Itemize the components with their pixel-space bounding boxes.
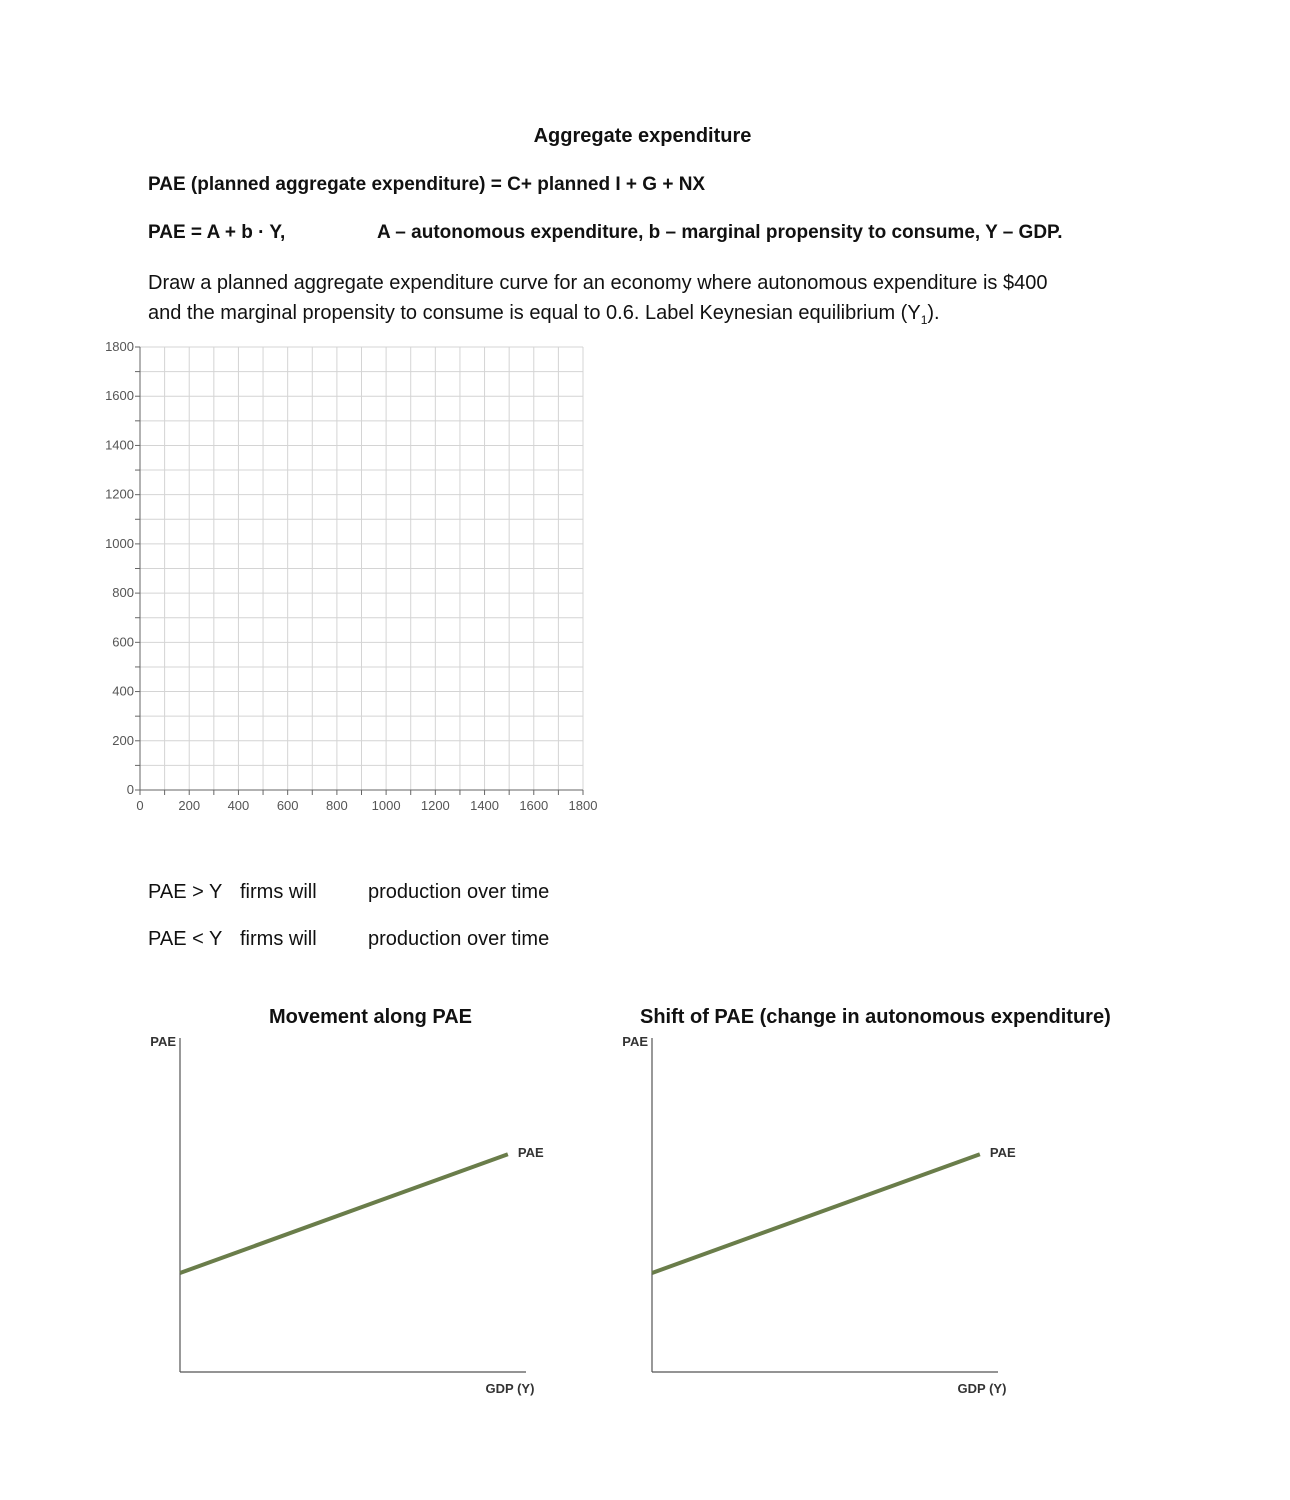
- fill-mid-2: firms will: [240, 928, 317, 950]
- page-title: Aggregate expenditure: [533, 125, 752, 147]
- instruction-line-2: and the marginal propensity to consume is equal to 0.6. Label Keynesian equilibrium $(Y_1)$.: [148, 302, 940, 327]
- pae-line: [180, 1154, 508, 1273]
- y-tick-label: 1200: [105, 486, 134, 502]
- pae-line-label: PAE: [517, 1145, 544, 1161]
- instruction-line-1: Draw a planned aggregate expenditure curve for an economy where autonomous expenditure is $400: [148, 272, 1048, 294]
- x-axis-label: GDP (Y): [485, 1381, 535, 1396]
- x-tick-label: 1000: [371, 798, 401, 813]
- instruction: [148, 268, 1128, 335]
- x-axis-label: GDP (Y): [957, 1381, 1007, 1396]
- x-tick-label: 400: [227, 798, 250, 813]
- x-tick-label: 0: [136, 798, 144, 813]
- shift-chart-title: Shift of PAE (change in autonomous expenditure): [640, 1006, 1111, 1028]
- x-tick-label: 1800: [568, 798, 598, 813]
- y-axis-label: PAE: [150, 1034, 176, 1049]
- x-tick-label: 200: [178, 798, 201, 813]
- fill-condition-2: PAE < Y: [148, 928, 223, 950]
- y-tick-label: 400: [112, 683, 134, 699]
- fill-condition-1: PAE > Y: [148, 881, 223, 903]
- y-tick-label: 1400: [105, 437, 134, 453]
- y-tick-label: 1600: [105, 388, 134, 404]
- x-tick-label: 600: [276, 798, 299, 813]
- blank-grid-chart[interactable]: [90, 335, 610, 825]
- pae-line-label: PAE: [989, 1145, 1016, 1161]
- y-tick-label: 0: [126, 782, 134, 797]
- formula: PAE = A + b · Y,: [148, 222, 286, 243]
- x-tick-label: 1600: [519, 798, 549, 813]
- y-tick-label: 200: [112, 732, 134, 748]
- y-tick-label: 1000: [105, 535, 134, 551]
- y-axis-label: PAE: [622, 1034, 648, 1049]
- shift-of-pae-chart: [612, 1028, 1052, 1408]
- x-tick-label: 1400: [470, 798, 500, 813]
- x-tick-label: 1200: [420, 798, 450, 813]
- y-tick-label: 800: [112, 585, 134, 601]
- fill-end-2: production over time: [368, 928, 550, 950]
- definition-line: PAE (planned aggregate expenditure) = C+ planned I + G + NX: [148, 174, 706, 195]
- movement-chart-title: Movement along PAE: [269, 1006, 472, 1028]
- movement-along-pae-chart: [140, 1028, 580, 1408]
- pae-line: [652, 1154, 980, 1273]
- x-tick-label: 800: [326, 798, 348, 813]
- y-tick-label: 1800: [105, 339, 134, 354]
- formula-legend: A – autonomous expenditure, b – marginal propensity to consume, Y – GDP.: [377, 222, 1063, 243]
- y-tick-label: 600: [112, 634, 134, 650]
- fill-mid-1: firms will: [240, 881, 317, 903]
- fill-end-1: production over time: [368, 881, 550, 903]
